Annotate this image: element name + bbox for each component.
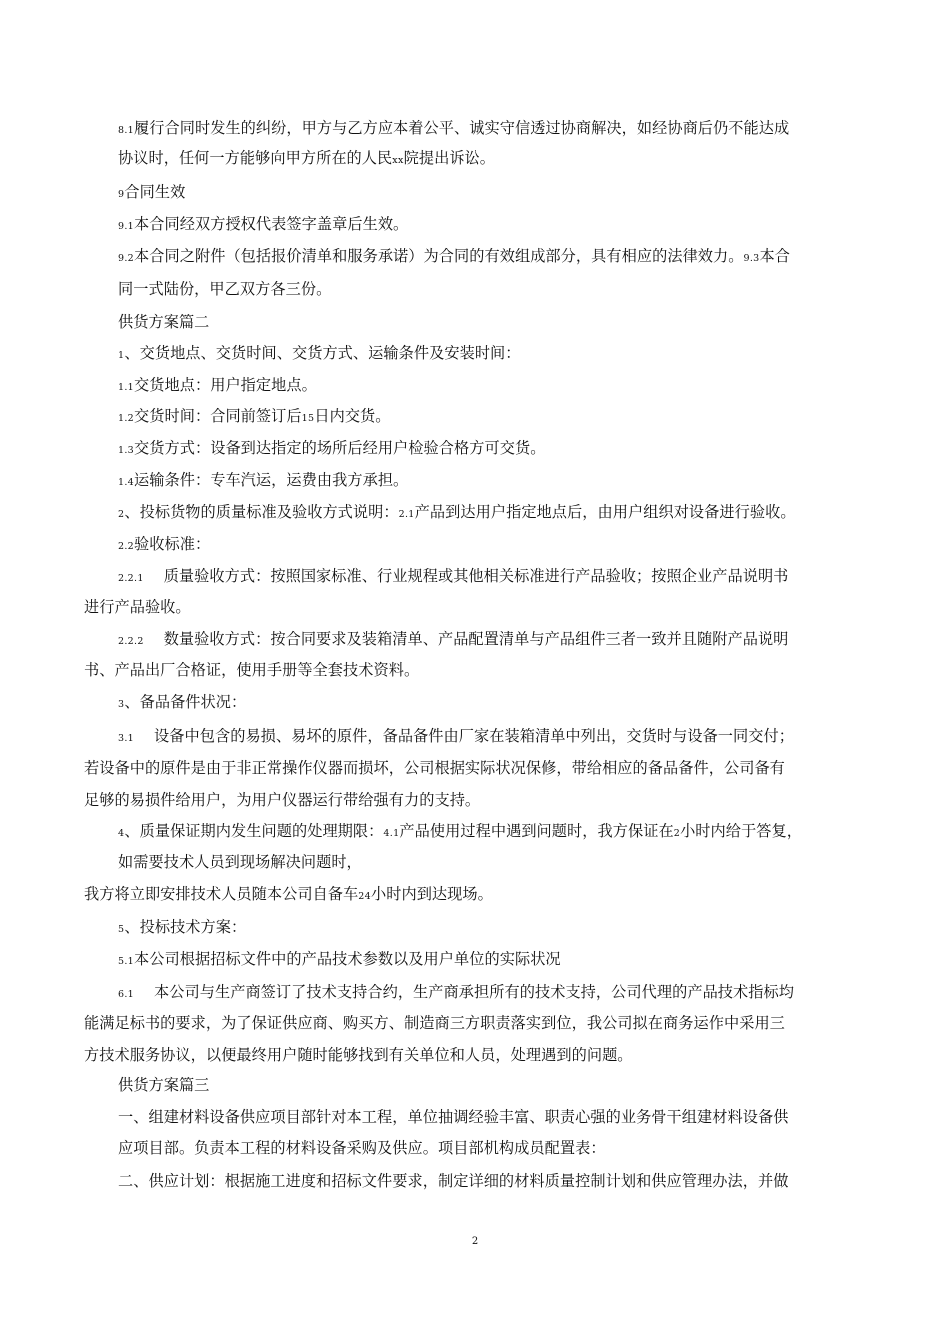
text-line: 若设备中的原件是由于非正常操作仪器而损坏，公司根据实际状况保修，带给相应的备品备件，公司备有: [84, 759, 785, 777]
text-line: 同一式陆份，甲乙双方各三份。: [118, 280, 332, 298]
text-line: 进行产品验收。: [84, 598, 191, 616]
text-line: 一、组建材料设备供应项目部针对本工程，单位抽调经验丰富、职责心强的业务骨干组建材料设备供: [118, 1108, 789, 1126]
text-line: 能满足标书的要求，为了保证供应商、购买方、制造商三方职责落实到位，我公司拟在商务运作中采用三: [84, 1014, 785, 1032]
text-line: 1.3交货方式：设备到达指定的场所后经用户检验合格方可交货。: [118, 439, 546, 457]
text-line: 1.4运输条件：专车汽运，运费由我方承担。: [118, 471, 409, 489]
text-line: 二、供应计划：根据施工进度和招标文件要求，制定详细的材料质量控制计划和供应管理办法，并做: [118, 1172, 789, 1190]
text-line: 4、质量保证期内发生问题的处理期限：4.1产品使用过程中遇到问题时，我方保证在2小时内给于答复，: [118, 822, 802, 840]
text-line: 我方将立即安排技术人员随本公司自备车24小时内到达现场。: [84, 885, 493, 903]
section-title: 供货方案篇二: [118, 313, 210, 331]
text-line: 5、投标技术方案：: [118, 918, 247, 936]
text-line: 9.1本合同经双方授权代表签字盖章后生效。: [118, 215, 409, 233]
section-title: 供货方案篇三: [118, 1076, 210, 1094]
text-line: 1.2交货时间：合同前签订后15日内交货。: [118, 407, 391, 425]
text-line: 书、产品出厂合格证，使用手册等全套技术资料。: [84, 661, 420, 679]
text-line: 2.2.1 质量验收方式：按照国家标准、行业规程或其他相关标准进行产品验收；按照企业产品说明书: [118, 567, 789, 585]
text-line: 足够的易损件给用户，为用户仪器运行带给强有力的支持。: [84, 791, 481, 809]
text-line: 2.2验收标准：: [118, 535, 211, 553]
text-line: 方技术服务协议，以便最终用户随时能够找到有关单位和人员，处理遇到的问题。: [84, 1046, 633, 1064]
text-line: 6.1 本公司与生产商签订了技术支持合约，生产商承担所有的技术支持，公司代理的产品技术指标均: [118, 983, 794, 1001]
section-heading: 9合同生效: [118, 183, 186, 201]
text-line: 1、交货地点、交货时间、交货方式、运输条件及安装时间：: [118, 344, 521, 362]
text-line: 3.1 设备中包含的易损、易坏的原件，备品备件由厂家在装箱清单中列出，交货时与设备一同交付；: [118, 727, 794, 745]
text-line: 9.2本合同之附件（包括报价清单和服务承诺）为合同的有效组成部分，具有相应的法律效力。9.3本合: [118, 247, 791, 265]
text-line: 协议时，任何一方能够向甲方所在的人民xx院提出诉讼。: [118, 149, 496, 167]
text-line: 应项目部。负责本工程的材料设备采购及供应。项目部机构成员配置表：: [118, 1139, 606, 1157]
text-line: 如需要技术人员到现场解决问题时，: [118, 853, 362, 871]
text-line: 2、投标货物的质量标准及验收方式说明：2.1产品到达用户指定地点后，由用户组织对设备进行验收。: [118, 503, 796, 521]
text-line: 1.1交货地点：用户指定地点。: [118, 376, 317, 394]
text-line: 5.1本公司根据招标文件中的产品技术参数以及用户单位的实际状况: [118, 950, 561, 968]
page-number: 2: [471, 1236, 479, 1247]
text-line: 2.2.2 数量验收方式：按合同要求及装箱清单、产品配置清单与产品组件三者一致并且随附产品说明: [118, 630, 789, 648]
text-line: 3、备品备件状况：: [118, 693, 247, 711]
text-line: 8.1履行合同时发生的纠纷，甲方与乙方应本着公平、诚实守信透过协商解决，如经协商后仍不能达成: [118, 119, 790, 137]
